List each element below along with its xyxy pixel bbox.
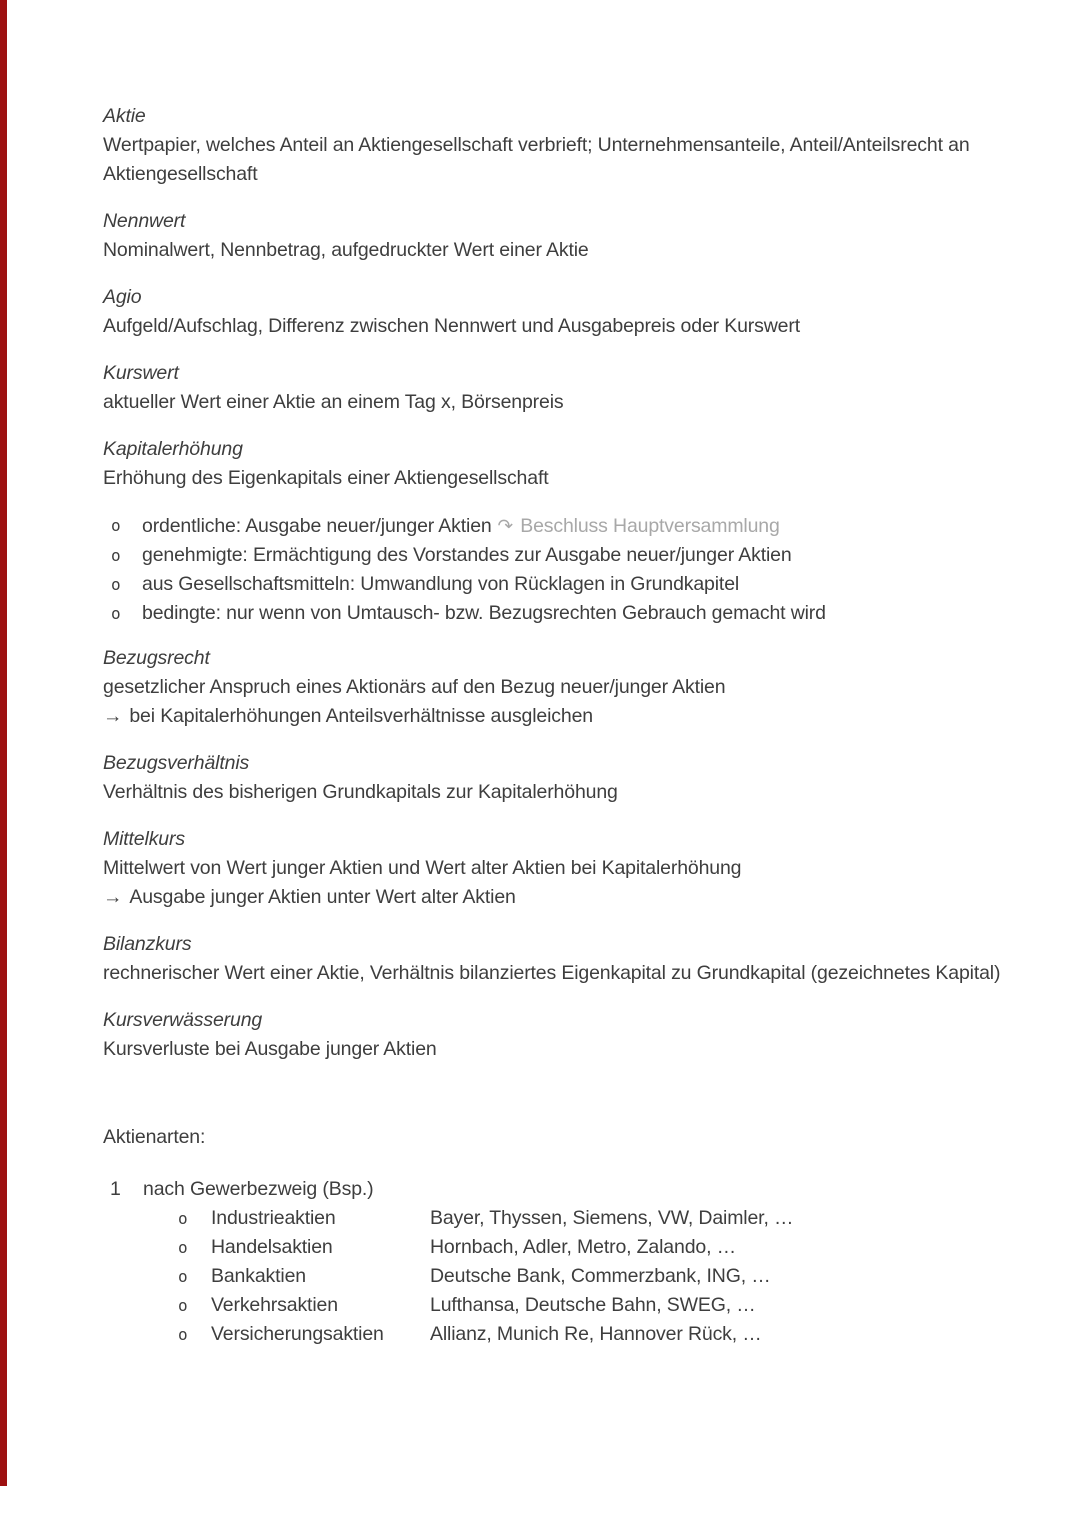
bullet-marker: o <box>111 516 121 535</box>
right-arrow-icon: → <box>103 705 123 727</box>
numbered-item <box>103 1175 1033 1204</box>
term-definition: aktueller Wert einer Aktie an einem Tag x, Börsenpreis <box>103 391 564 413</box>
bullet-marker: o <box>111 604 121 623</box>
item-number: 1 <box>110 1178 121 1200</box>
term-heading: Kapitalerhöhung <box>103 438 243 460</box>
term-heading: Aktie <box>103 105 146 127</box>
definition-kurswert <box>103 359 1033 417</box>
term-definition: Mittelwert von Wert junger Aktien und Wert alter Aktien bei Kapitalerhöhung <box>103 857 742 879</box>
share-type-row <box>103 1262 1033 1291</box>
bullet-text <box>142 511 780 541</box>
term-definition: rechnerischer Wert einer Aktie, Verhältnis bilanziertes Eigenkapital zu Grundkapital (gezeichnetes Kapital) <box>103 962 1001 984</box>
list-item <box>103 570 1033 599</box>
share-type-label: Bankaktien <box>211 1265 306 1287</box>
definition-aktie <box>103 102 1033 189</box>
definition-mittelkurs <box>103 825 1033 912</box>
share-type-label: Versicherungsaktien <box>211 1323 384 1345</box>
arrow-note <box>103 702 1033 731</box>
share-type-row <box>103 1233 1033 1262</box>
share-types-heading: Aktienarten: <box>103 1126 206 1148</box>
term-heading: Nennwert <box>103 210 186 232</box>
document-content <box>103 102 1033 1349</box>
term-heading: Agio <box>103 286 142 308</box>
bullet-marker: o <box>178 1296 188 1315</box>
term-definition: Kursverluste bei Ausgabe junger Aktien <box>103 1038 437 1060</box>
bullet-text: genehmigte: Ermächtigung des Vorstandes zur Ausgabe neuer/junger Aktien <box>142 544 792 566</box>
muted-note: Beschluss Hauptversammlung <box>520 515 780 537</box>
bullet-main-text: ordentliche: Ausgabe neuer/junger Aktien <box>142 515 492 537</box>
capital-increase-list <box>103 511 1033 628</box>
share-type-label: Industrieaktien <box>211 1207 336 1229</box>
share-type-examples: Bayer, Thyssen, Siemens, VW, Daimler, … <box>430 1207 794 1229</box>
definition-nennwert <box>103 207 1033 265</box>
share-type-examples: Lufthansa, Deutsche Bahn, SWEG, … <box>430 1294 756 1316</box>
definition-agio <box>103 283 1033 341</box>
term-definition: Aufgeld/Aufschlag, Differenz zwischen Nennwert und Ausgabepreis oder Kurswert <box>103 315 800 337</box>
left-accent-bar <box>0 0 7 1486</box>
term-heading: Bezugsverhältnis <box>103 752 250 774</box>
share-type-examples: Allianz, Munich Re, Hannover Rück, … <box>430 1323 762 1345</box>
term-definition: gesetzlicher Anspruch eines Aktionärs auf den Bezug neuer/junger Aktien <box>103 676 726 698</box>
share-type-row <box>103 1204 1033 1233</box>
term-heading: Bezugsrecht <box>103 647 210 669</box>
term-definition: Wertpapier, welches Anteil an Aktiengesellschaft verbrieft; Unternehmensanteile, Anteil/Anteilsrecht an Aktiengesellschaft <box>103 134 970 185</box>
share-type-row <box>103 1320 1033 1349</box>
share-type-label: Verkehrsaktien <box>211 1294 338 1316</box>
definition-bilanzkurs <box>103 930 1033 988</box>
item-label: nach Gewerbezweig (Bsp.) <box>143 1178 374 1200</box>
bullet-marker: o <box>111 575 121 594</box>
list-item <box>103 541 1033 570</box>
bullet-marker: o <box>111 546 121 565</box>
term-definition: Nominalwert, Nennbetrag, aufgedruckter Wert einer Aktie <box>103 239 589 261</box>
definition-kapitalerhoehung <box>103 435 1033 493</box>
arrow-note-text: bei Kapitalerhöhungen Anteilsverhältnisse ausgleichen <box>129 705 593 727</box>
term-heading: Mittelkurs <box>103 828 185 850</box>
share-type-row <box>103 1291 1033 1320</box>
bullet-text: bedingte: nur wenn von Umtausch- bzw. Bezugsrechten Gebrauch gemacht wird <box>142 602 826 624</box>
bullet-marker: o <box>178 1325 188 1344</box>
right-arrow-icon: → <box>103 886 123 908</box>
bullet-marker: o <box>178 1238 188 1257</box>
list-item <box>103 599 1033 628</box>
bullet-marker: o <box>178 1267 188 1286</box>
definition-kursverwaesserung <box>103 1006 1033 1064</box>
definition-bezugsverhaeltnis <box>103 749 1033 807</box>
term-definition: Verhältnis des bisherigen Grundkapitals zur Kapitalerhöhung <box>103 781 618 803</box>
arrow-note <box>103 883 1033 912</box>
list-item <box>103 511 1033 541</box>
share-type-examples: Deutsche Bank, Commerzbank, ING, … <box>430 1265 771 1287</box>
bullet-text: aus Gesellschaftsmitteln: Umwandlung von Rücklagen in Grundkapitel <box>142 573 740 595</box>
term-heading: Bilanzkurs <box>103 933 192 955</box>
definition-bezugsrecht <box>103 644 1033 731</box>
term-definition: Erhöhung des Eigenkapitals einer Aktiengesellschaft <box>103 467 549 489</box>
term-heading: Kursverwässerung <box>103 1009 263 1031</box>
bullet-marker: o <box>178 1209 188 1228</box>
curved-arrow-icon: ↷ <box>497 515 513 536</box>
term-heading: Kurswert <box>103 362 179 384</box>
arrow-note-text: Ausgabe junger Aktien unter Wert alter Aktien <box>129 886 516 908</box>
share-type-label: Handelsaktien <box>211 1236 333 1258</box>
share-type-examples: Hornbach, Adler, Metro, Zalando, … <box>430 1236 736 1258</box>
